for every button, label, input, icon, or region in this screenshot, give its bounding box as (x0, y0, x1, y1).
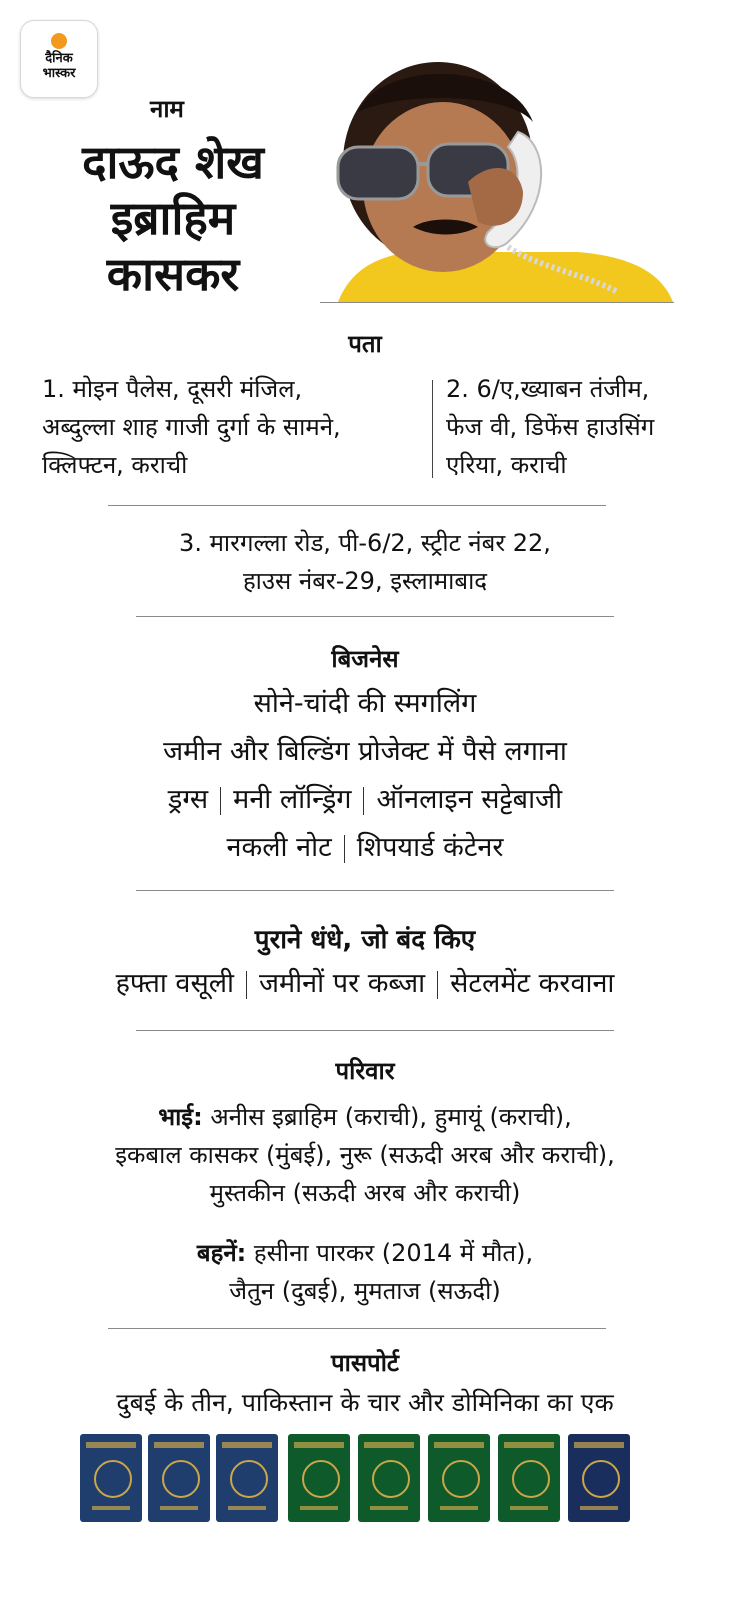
brothers-text: अनीस इब्राहिम (कराची), हुमायूं (कराची), (210, 1103, 572, 1131)
old-business-heading: पुराने धंधे, जो बंद किए (254, 925, 476, 955)
address-heading: पता (348, 330, 382, 358)
divider (108, 505, 606, 506)
sun-icon (51, 33, 67, 49)
old-business-item: हफ्ता वसूली (115, 968, 234, 999)
separator (246, 971, 247, 999)
portrait-image (318, 52, 678, 302)
sisters-label: बहनें: (196, 1239, 247, 1267)
business-line-2: जमीन और बिल्डिंग प्रोजेक्ट में पैसे लगाना (163, 736, 567, 767)
separator (363, 787, 364, 815)
divider (108, 1328, 606, 1329)
business-line-3 (0, 776, 730, 824)
pakistan-passport-icon (498, 1434, 560, 1522)
address-1-line-3: क्लिफ्टन, कराची (42, 451, 188, 479)
address-separator (432, 380, 433, 478)
passport-heading: पासपोर्ट (330, 1349, 400, 1377)
uae-passport-icon (80, 1434, 142, 1522)
uae-passport-icon (148, 1434, 210, 1522)
uae-passport-icon (216, 1434, 278, 1522)
pakistan-passport-icon (288, 1434, 350, 1522)
business-item: ड्रग्स (167, 784, 209, 815)
pakistan-passport-icon (428, 1434, 490, 1522)
business-item: मनी लॉन्ड्रिंग (233, 784, 352, 815)
passport-text: दुबई के तीन, पाकिस्तान के चार और डोमिनिका का एक (116, 1388, 614, 1417)
divider (136, 616, 614, 617)
address-2-line-1: 2. 6/ए,ख्याबन तंजीम, (446, 375, 650, 403)
old-business-items (0, 960, 730, 1008)
family-heading: परिवार (335, 1057, 395, 1085)
name-line-3: कासकर (106, 247, 240, 301)
name-label: नाम (150, 95, 184, 123)
address-3-line-1: 3. मारगल्ला रोड, पी-6/2, स्ट्रीट नंबर 22, (179, 529, 551, 557)
old-business-item: सेटलमेंट करवाना (450, 968, 615, 999)
brothers-line-1 (0, 1098, 730, 1136)
business-line-4 (0, 824, 730, 872)
business-heading: बिजनेस (331, 645, 399, 673)
address-3-line-2: हाउस नंबर-29, इस्लामाबाद (242, 567, 488, 595)
sisters-line-1 (0, 1234, 730, 1272)
pakistan-passport-icon (358, 1434, 420, 1522)
divider (136, 890, 614, 891)
logo-line-2: भास्कर (42, 66, 76, 81)
brothers-label: भाई: (158, 1103, 203, 1131)
sisters-line-2: जैतुन (दुबई), मुमताज (सऊदी) (229, 1277, 501, 1305)
address-1-line-1: 1. मोइन पैलेस, दूसरी मंजिल, (42, 375, 303, 403)
address-2-line-3: एरिया, कराची (446, 451, 567, 479)
sisters-text: हसीना पारकर (2014 में मौत), (253, 1239, 534, 1267)
address-2-line-2: फेज वी, डिफेंस हाउसिंग (446, 413, 655, 441)
business-line-1: सोने-चांदी की स्मगलिंग (253, 688, 477, 719)
divider (320, 302, 674, 303)
dominica-passport-icon (568, 1434, 630, 1522)
logo-line-1: दैनिक (45, 51, 73, 66)
divider (136, 1030, 614, 1031)
address-1-line-2: अब्दुल्ला शाह गाजी दुर्गा के सामने, (42, 413, 341, 441)
name-line-1: दाऊद शेख (82, 135, 264, 189)
separator (220, 787, 221, 815)
separator (344, 835, 345, 863)
separator (437, 971, 438, 999)
old-business-item: जमीनों पर कब्जा (259, 968, 426, 999)
brothers-line-3: मुस्तकीन (सऊदी अरब और कराची) (209, 1179, 521, 1207)
business-item: नकली नोट (226, 832, 332, 863)
business-item: ऑनलाइन सट्टेबाजी (376, 784, 563, 815)
business-item: शिपयार्ड कंटेनर (356, 832, 504, 863)
brothers-line-2: इकबाल कासकर (मुंबई), नुरू (सऊदी अरब और कराची), (115, 1141, 615, 1169)
name-line-2: इब्राहिम (110, 191, 236, 245)
dainik-bhaskar-logo (20, 20, 98, 98)
